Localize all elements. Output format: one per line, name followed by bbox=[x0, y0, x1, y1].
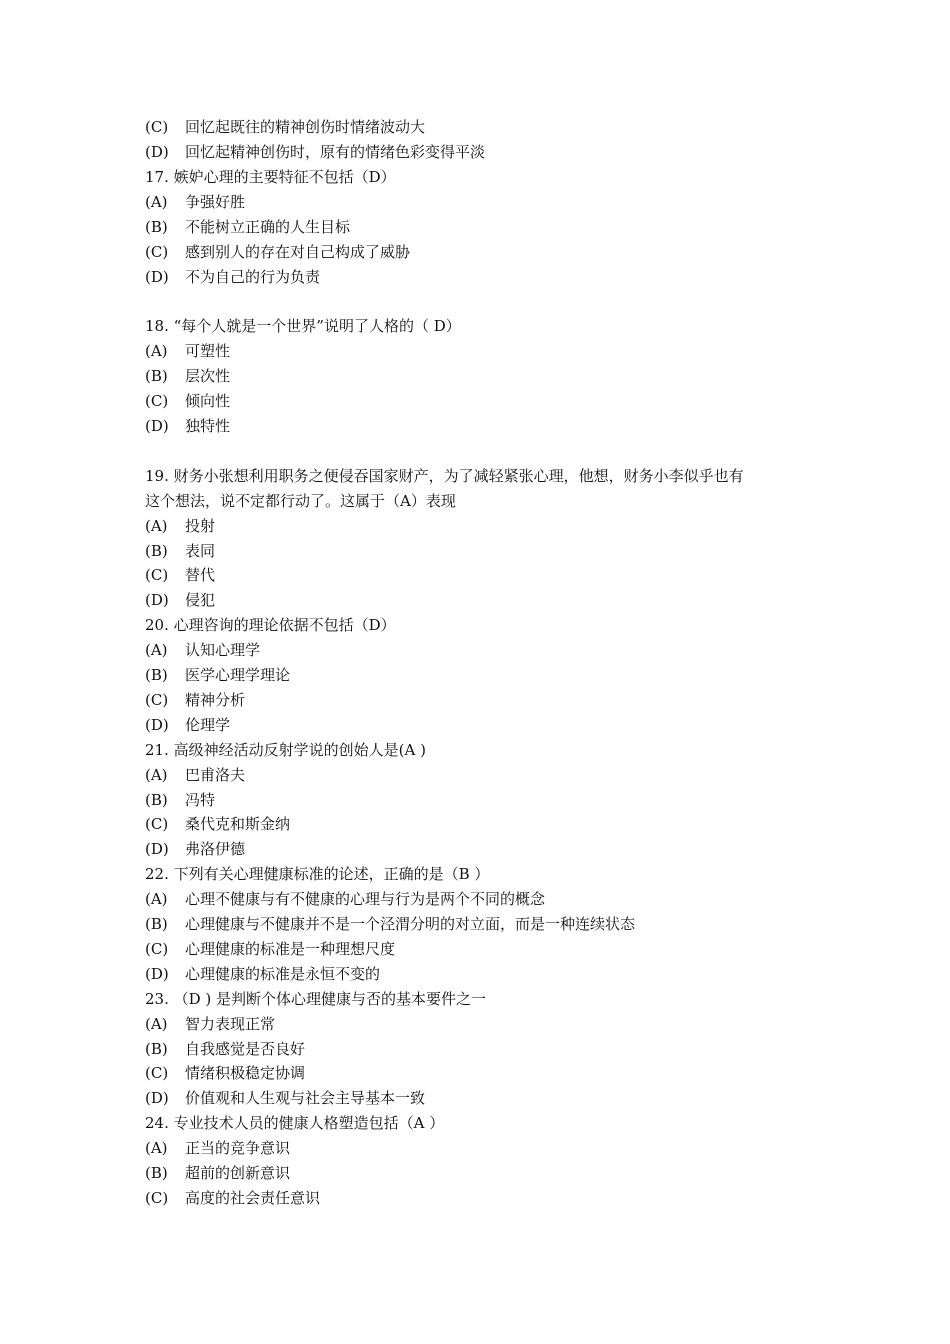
option-key: (C) bbox=[145, 691, 169, 709]
q22-question: 22. 下列有关心理健康标准的论述，正确的是（B ） bbox=[145, 865, 490, 883]
q17-option-b bbox=[145, 215, 835, 240]
option-text: 独特性 bbox=[185, 417, 231, 435]
q22-option-b bbox=[145, 912, 835, 937]
q18-option-a bbox=[145, 339, 835, 364]
option-key: (B) bbox=[145, 218, 168, 236]
q20-option-b bbox=[145, 663, 835, 688]
option-key: (A) bbox=[145, 1015, 168, 1033]
option-text: 智力表现正常 bbox=[185, 1015, 276, 1033]
option-key: (A) bbox=[145, 1139, 168, 1157]
option-text: 心理不健康与有不健康的心理与行为是两个不同的概念 bbox=[185, 890, 546, 908]
option-key: (B) bbox=[145, 367, 168, 385]
option-text: 感到别人的存在对自己构成了威胁 bbox=[185, 243, 411, 261]
option-key: (A) bbox=[145, 342, 168, 360]
option-key: (B) bbox=[145, 915, 168, 933]
q23-option-b bbox=[145, 1037, 835, 1062]
option-key: (C) bbox=[145, 392, 169, 410]
option-key: (A) bbox=[145, 766, 168, 784]
option-key: (C) bbox=[145, 243, 169, 261]
option-key: (D) bbox=[145, 965, 169, 983]
q24-question: 24. 专业技术人员的健康人格塑造包括（A ） bbox=[145, 1114, 445, 1132]
option-key: (B) bbox=[145, 1040, 168, 1058]
option-text: 可塑性 bbox=[185, 342, 231, 360]
q18-option-b bbox=[145, 364, 835, 389]
option-key: (D) bbox=[145, 1089, 169, 1107]
option-text: 冯特 bbox=[185, 791, 216, 809]
q23-question: 23. （D ) 是判断个体心理健康与否的基本要件之一 bbox=[145, 990, 487, 1008]
q22-option-a bbox=[145, 887, 835, 912]
option-key: (D) bbox=[145, 268, 169, 286]
option-key: (A) bbox=[145, 193, 168, 211]
q22-option-d bbox=[145, 962, 835, 987]
q18-question: 18. “每个人就是一个世界”说明了人格的（ D） bbox=[145, 317, 461, 335]
q18-option-c bbox=[145, 389, 835, 414]
option-text: 医学心理学理论 bbox=[185, 666, 291, 684]
option-key: (D) bbox=[145, 417, 169, 435]
option-text: 心理健康的标准是一种理想尺度 bbox=[185, 940, 396, 958]
option-text: 弗洛伊德 bbox=[185, 840, 246, 858]
option-text: 层次性 bbox=[185, 367, 231, 385]
option-key: (B) bbox=[145, 666, 168, 684]
q24-option-b bbox=[145, 1161, 835, 1186]
option-text: 心理健康的标准是永恒不变的 bbox=[185, 965, 381, 983]
q17-option-c bbox=[145, 240, 835, 265]
option-key: (C) bbox=[145, 566, 169, 584]
q23-option-c bbox=[145, 1061, 835, 1086]
q19-option-c bbox=[145, 563, 835, 588]
option-key: (C) bbox=[145, 1189, 169, 1207]
option-key: (C) bbox=[145, 1064, 169, 1082]
option-text: 巴甫洛夫 bbox=[185, 766, 246, 784]
option-key: (D) bbox=[145, 716, 169, 734]
q24-option-c bbox=[145, 1186, 835, 1211]
q24-option-a bbox=[145, 1136, 835, 1161]
option-text: 情绪积极稳定协调 bbox=[185, 1064, 306, 1082]
option-key: (B) bbox=[145, 542, 168, 560]
option-text: 不能树立正确的人生目标 bbox=[185, 218, 351, 236]
q21-option-c bbox=[145, 812, 835, 837]
q19-question-line1: 19. 财务小张想利用职务之便侵吞国家财产，为了减轻紧张心理，他想，财务小李似乎也有 bbox=[145, 467, 744, 485]
option-text: 心理健康与不健康并不是一个泾渭分明的对立面，而是一种连续状态 bbox=[185, 915, 636, 933]
option-key: (D) bbox=[145, 840, 169, 858]
option-text: 伦理学 bbox=[185, 716, 231, 734]
q20-option-d bbox=[145, 713, 835, 738]
option-key: (A) bbox=[145, 890, 168, 908]
option-text: 高度的社会责任意识 bbox=[185, 1189, 321, 1207]
q16-option-c bbox=[145, 115, 835, 140]
q20-option-c bbox=[145, 688, 835, 713]
option-key: (C) bbox=[145, 940, 169, 958]
q21-option-b bbox=[145, 788, 835, 813]
option-text: 替代 bbox=[185, 566, 216, 584]
option-key: (C) bbox=[145, 118, 169, 136]
option-text: 桑代克和斯金纳 bbox=[185, 815, 291, 833]
option-key: (A) bbox=[145, 641, 168, 659]
q19-option-b bbox=[145, 539, 835, 564]
option-key: (D) bbox=[145, 143, 169, 161]
option-text: 倾向性 bbox=[185, 392, 231, 410]
q19-option-d bbox=[145, 588, 835, 613]
option-key: (D) bbox=[145, 591, 169, 609]
option-text: 争强好胜 bbox=[185, 193, 246, 211]
option-key: (B) bbox=[145, 791, 168, 809]
option-text: 自我感觉是否良好 bbox=[185, 1040, 306, 1058]
option-text: 认知心理学 bbox=[185, 641, 261, 659]
q19-option-a bbox=[145, 514, 835, 539]
option-key: (C) bbox=[145, 815, 169, 833]
option-text: 不为自己的行为负责 bbox=[185, 268, 321, 286]
option-key: (B) bbox=[145, 1164, 168, 1182]
option-text: 精神分析 bbox=[185, 691, 246, 709]
q21-question: 21. 高级神经活动反射学说的创始人是(A ) bbox=[145, 741, 426, 759]
q20-question: 20. 心理咨询的理论依据不包括（D） bbox=[145, 616, 396, 634]
q22-option-c bbox=[145, 937, 835, 962]
q21-option-d bbox=[145, 837, 835, 862]
q23-option-d bbox=[145, 1086, 835, 1111]
option-text: 正当的竞争意识 bbox=[185, 1139, 291, 1157]
option-text: 表同 bbox=[185, 542, 216, 560]
q21-option-a bbox=[145, 763, 835, 788]
q18-option-d bbox=[145, 414, 835, 439]
option-text: 侵犯 bbox=[185, 591, 216, 609]
option-text: 价值观和人生观与社会主导基本一致 bbox=[185, 1089, 426, 1107]
option-text: 投射 bbox=[185, 517, 216, 535]
q20-option-a bbox=[145, 638, 835, 663]
option-text: 回忆起既往的精神创伤时情绪波动大 bbox=[185, 118, 426, 136]
q17-option-a bbox=[145, 190, 835, 215]
q16-option-d bbox=[145, 140, 835, 165]
option-text: 回忆起精神创伤时，原有的情绪色彩变得平淡 bbox=[185, 143, 486, 161]
q17-question: 17. 嫉妒心理的主要特征不包括（D） bbox=[145, 168, 396, 186]
option-text: 超前的创新意识 bbox=[185, 1164, 291, 1182]
q19-question-line2: 这个想法，说不定都行动了。这属于（A）表现 bbox=[145, 492, 456, 510]
q17-option-d bbox=[145, 265, 835, 290]
q23-option-a bbox=[145, 1012, 835, 1037]
option-key: (A) bbox=[145, 517, 168, 535]
